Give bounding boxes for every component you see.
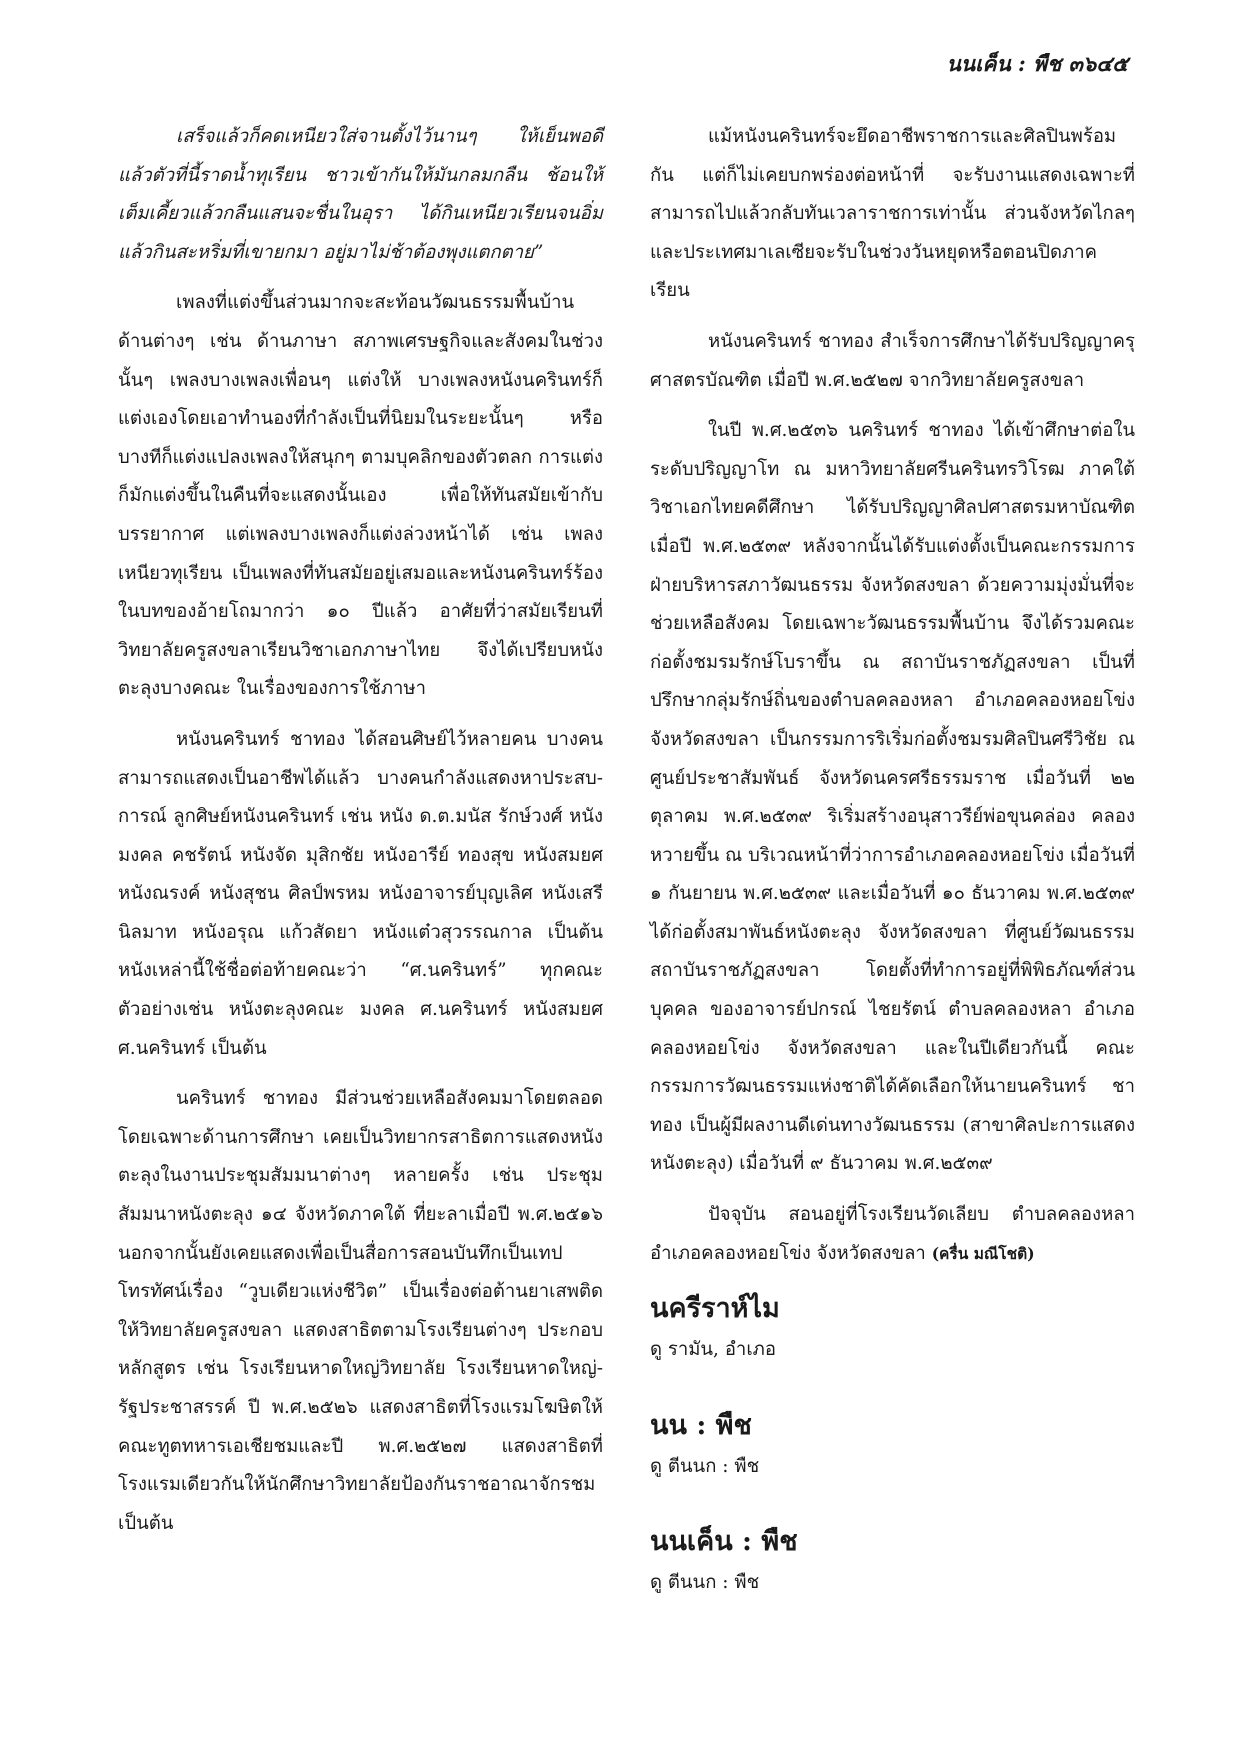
- cross-reference: ดู รามัน, อำเภอ: [650, 1339, 776, 1361]
- cross-reference: ดู ตีนนก : พืช: [650, 1455, 760, 1477]
- right-column: [650, 118, 1135, 1603]
- running-head: นนเค็น : พืช ๓๖๔๕: [946, 51, 1128, 76]
- body-paragraph: หนังนครินทร์ ชาทอง สำเร็จการศึกษาได้รับปริญญาครุศาสตรบัณฑิต เมื่อปี พ.ศ.๒๕๒๗ จากวิทยาลัยครูสงขลา: [650, 330, 1135, 391]
- entry-title: นน : พืช: [650, 1409, 752, 1441]
- entry-title: นครีราห์ไม: [650, 1293, 780, 1325]
- body-paragraph: ในปี พ.ศ.๒๕๓๖ นครินทร์ ชาทอง ได้เข้าศึกษาต่อในระดับปริญญาโท ณ มหาวิทยาลัยศรีนครินทรวิโรฒ ภาคใต้ วิชาเอกไทยคดีศึกษา ได้รับปริญญาศิลปศาสตรมหาบัณฑิต เมื่อปี พ.ศ.๒๕๓๙ หลังจากนั้นได้รับแต่งตั้งเป็นคณะกรรมการฝ่ายบริหารสภาวัฒนธรรม จังหวัดสงขลา ด้วยความมุ่งมั่นที่จะช่วยเหลือสังคม โดยเฉพาะวัฒนธรรมพื้นบ้าน จึงได้รวมคณะก่อตั้งชมรมรักษ์โบราขึ้น ณ สถาบันราชภัฏสงขลา เป็นที่ปรึกษากลุ่มรักษ์ถิ่นของตำบลคลองหลา อำเภอคลองหอยโข่ง จังหวัดสงขลา เป็นกรรมการริเริ่มก่อตั้งชมรมศิลปินศรีวิชัย ณ ศูนย์ประชาสัมพันธ์ จังหวัดนครศรีธรรมราช เมื่อวันที่ ๒๒ ตุลาคม พ.ศ.๒๕๓๙ ริเริ่มสร้างอนุสาวรีย์พ่อขุนคล่อง คลองหวายขึ้น ณ บริเวณหน้าที่ว่าการอำเภอคลองหอยโข่ง เมื่อวันที่ ๑ กันยายน พ.ศ.๒๕๓๙ และเมื่อวันที่ ๑๐ ธันวาคม พ.ศ.๒๕๓๙ ได้ก่อตั้งสมาพันธ์หนังตะลุง จังหวัดสงขลา ที่ศูนย์วัฒนธรรมสถาบันราชภัฏสงขลา โดยตั้งที่ทำการอยู่ที่พิพิธภัณฑ์ส่วนบุคคล ของอาจารย์ปกรณ์ ไชยรัตน์ ตำบลคลองหลา อำเภอคลองหอยโข่ง จังหวัดสงขลา และในปีเดียวกันนี้ คณะกรรมการวัฒนธรรมแห่งชาติได้คัดเลือกให้นายนครินทร์ ชาทอง เป็นผู้มีผลงานดีเด่นทางวัฒนธรรม (สาขาศิลปะการแสดงหนังตะลุง) เมื่อวันที่ ๙ ธันวาคม พ.ศ.๒๕๓๙: [650, 420, 1135, 1175]
- body-paragraph: แม้หนังนครินทร์จะยึดอาชีพราชการและศิลปินพร้อมกัน แต่ก็ไม่เคยบกพร่องต่อหน้าที่ จะรับงานแสดงเฉพาะที่สามารถไปแล้วกลับทันเวลาราชการเท่านั้น ส่วนจังหวัดไกลๆ และประเทศมาเลเซียจะรับในช่วงวันหยุดหรือตอนปิดภาคเรียน: [650, 126, 1135, 302]
- quote-paragraph: เสร็จแล้วก็คดเหนียวใส่จานตั้งไว้นานๆ ให้เย็นพอดี แล้วตัวที่นี้ราดน้ำทุเรียน ชาวเข้ากันให้มันกลมกลืน ช้อนให้เต็มเคี้ยวแล้วกลืนแสนจะชื่นในอุรา ได้กินเหนียวเรียนจนอิ่ม แล้วกินสะหริ่มที่เขายกมา อยู่มาไม่ช้าต้องพุงแตกตาย”: [118, 126, 603, 263]
- entry-title: นนเค็น : พืช: [650, 1526, 798, 1558]
- left-column: [118, 118, 603, 1555]
- body-paragraph: [650, 1196, 1135, 1273]
- body-text: ปัจจุบัน สอนอยู่ที่โรงเรียนวัดเลียบ ตำบลคลองหลา อำเภอคลองหอยโข่ง จังหวัดสงขลา: [650, 1204, 1135, 1264]
- body-paragraph: เพลงที่แต่งขึ้นส่วนมากจะสะท้อนวัฒนธรรมพื้นบ้านด้านต่างๆ เช่น ด้านภาษา สภาพเศรษฐกิจและสังคมในช่วงนั้นๆ เพลงบางเพลงเพื่อนๆ แต่งให้ บางเพลงหนังนครินทร์ก็แต่งเองโดยเอาทำนองที่กำลังเป็นที่นิยมในระยะนั้นๆ หรือบางทีก็แต่งแปลงเพลงให้สนุกๆ ตามบุคลิกของตัวตลก การแต่งก็มักแต่งขึ้นในคืนที่จะแสดงนั้นเอง เพื่อให้ทันสมัยเข้ากับบรรยากาศ แต่เพลงบางเพลงก็แต่งล่วงหน้าได้ เช่น เพลงเหนียวทุเรียน เป็นเพลงที่ทันสมัยอยู่เสมอและหนังนครินทร์ร้องในบทของอ้ายโถมากว่า ๑๐ ปีแล้ว อาศัยที่ว่าสมัยเรียนที่วิทยาลัยครูสงขลาเรียนวิชาเอกภาษาไทย จึงได้เปรียบหนังตะลุงบางคณะ ในเรื่องของการใช้ภาษา: [118, 292, 603, 700]
- dictionary-entry: [650, 1406, 1135, 1487]
- body-paragraph: หนังนครินทร์ ชาทอง ได้สอนศิษย์ไว้หลายคน บางคนสามารถแสดงเป็นอาชีพได้แล้ว บางคนกำลังแสดงหาประสบ-การณ์ ลูกศิษย์หนังนครินทร์ เช่น หนัง ด.ต.มนัส รักษ์วงศ์ หนังมงคล คชรัตน์ หนังจัด มุสิกชัย หนังอารีย์ ทองสุข หนังสมยศ หนังณรงค์ หนังสุชน ศิลป์พรหม หนังอาจารย์บุญเลิศ หนังเสรี นิลมาท หนังอรุณ แก้วสัดยา หนังแต๋วสุวรรณกาล เป็นต้น หนังเหล่านี้ใช้ชื่อต่อท้ายคณะว่า “ศ.นครินทร์” ทุกคณะ ตัวอย่างเช่น หนังตะลุงคณะ มงคล ศ.นครินทร์ หนังสมยศ ศ.นครินทร์ เป็นต้น: [118, 728, 603, 1059]
- dictionary-entry: [650, 1522, 1135, 1603]
- author-credit: (ครื่น มณีโชติ): [931, 1243, 1035, 1263]
- body-paragraph: นครินทร์ ชาทอง มีส่วนช่วยเหลือสังคมมาโดยตลอด โดยเฉพาะด้านการศึกษา เคยเป็นวิทยากรสาธิตการแสดงหนังตะลุงในงานประชุมสัมมนาต่างๆ หลายครั้ง เช่น ประชุมสัมมนาหนังตะลุง ๑๔ จังหวัดภาคใต้ ที่ยะลาเมื่อปี พ.ศ.๒๕๑๖ นอกจากนั้นยังเคยแสดงเพื่อเป็นสื่อการสอนบันทึกเป็นเทปโทรทัศน์เรื่อง “วูบเดียวแห่งชีวิต” เป็นเรื่องต่อต้านยาเสพติดให้วิทยาลัยครูสงขลา แสดงสาธิตตามโรงเรียนต่างๆ ประกอบหลักสูตร เช่น โรงเรียนหาดใหญ่วิทยาลัย โรงเรียนหาดใหญ่-รัฐประชาสรรค์ ปี พ.ศ.๒๕๒๖ แสดงสาธิตที่โรงแรมโฆษิตให้คณะทูตทหารเอเชียชมและปี พ.ศ.๒๕๒๗ แสดงสาธิตที่โรงแรมเดียวกันให้นักศึกษาวิทยาลัยป้องกันราชอาณาจักรชมเป็นต้น: [118, 1088, 603, 1534]
- dictionary-entry: [650, 1289, 1135, 1370]
- cross-reference: ดู ตีนนก : พืช: [650, 1572, 760, 1594]
